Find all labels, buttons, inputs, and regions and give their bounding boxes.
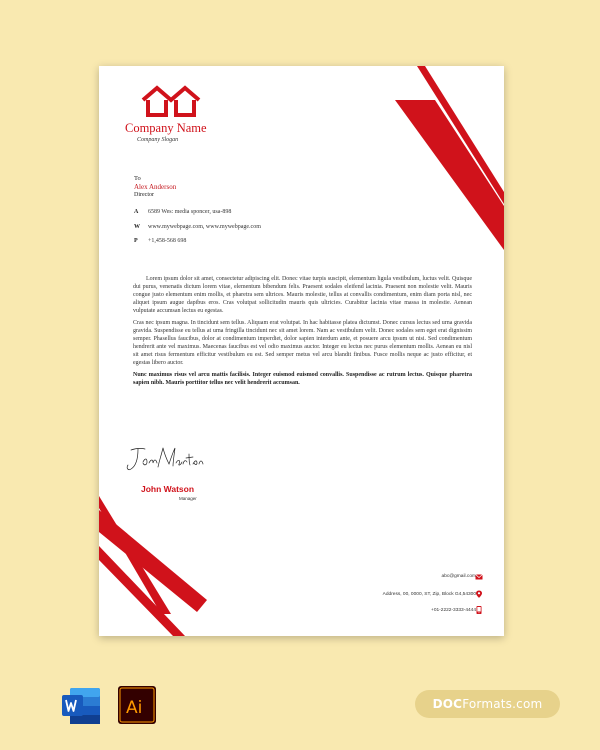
footer-address: Address, 00, 0000, ST, Zip, Block G4,54300 (382, 592, 476, 597)
word-app-icon[interactable] (60, 686, 102, 726)
email-icon (475, 573, 483, 581)
handwritten-signature (123, 444, 205, 474)
body-paragraph-2: Cras nec ipsum magna. In tincidunt sem tellus. Aliquam erat volutpat. In hac habitasse platea dictumst. Donec cursus lectus sed urna gravida gravida. Suspendisse eu tellus at urna fringilla tincidunt nec sit amet lorem. Nam ac vestibulum velit. Donec sodales sem eget erat dignissim semper. Phasellus faucibus, dolor at condimentum imperdiet, dolor sapien interdum ante, et posuere arcu ipsum ut nisi. Sed condimentum hendrerit ante vel maximus. Maecenas faucibus est vel odio maximus auctor. Integer eu lectus nec purus elementum mollis. Aenean eu nisl sit amet risus fermentum efficitur vestibulum eu est. Sed semper metus vel arcu blandit finibus. Fusce mollis neque ac justo efficitur, et egestas libero auctor. (133, 320, 472, 366)
contact-address-value: 6589 Wes: media sponcer, usa-898 (148, 209, 232, 215)
contact-web-row (134, 224, 261, 230)
house-logo-icon (140, 84, 202, 118)
svg-text:Ai: Ai (126, 698, 143, 718)
letterhead-page (99, 66, 504, 636)
contact-phone-value: +1,458-568 698 (148, 238, 187, 244)
phone-icon (475, 606, 483, 614)
contact-web-label: W (134, 224, 140, 230)
brand-formats: Formats.com (462, 697, 543, 711)
location-pin-icon (475, 590, 483, 598)
footer-phone: +01-2222-3333-4444 (431, 608, 476, 613)
contact-address-row (134, 209, 231, 215)
company-name: Company Name (125, 121, 207, 135)
contact-address-label: A (134, 209, 139, 215)
to-label: To (134, 175, 141, 182)
body-paragraph-3: Nunc maximus risus vel arcu mattis facilisis. Integer euismod euismod convallis. Suspendisse ac rutrum lectus. Quisque pharetra sapien nibh. Mauris porttitor tellus nec velit hendrerit accumsan. (133, 372, 472, 386)
contact-phone-label: P (134, 238, 138, 244)
recipient-name: Alex Anderson (134, 183, 177, 191)
illustrator-app-icon[interactable] (118, 686, 158, 726)
contact-web-value: www.mywebpage.com, www.mywebpage.com (148, 224, 261, 230)
brand-doc: DOC (432, 697, 463, 711)
letter-body (133, 275, 472, 391)
footer-email: abc@gmail.com (441, 574, 476, 579)
contact-phone-row (134, 238, 186, 244)
signer-title: Manager (179, 496, 197, 501)
body-paragraph-1: Lorem ipsum dolor sit amet, consectetur adipiscing elit. Donec vitae turpis suscipit, elementum ligula vestibulum, luctus velit. Quisque dui purus, venenatis dictum lorem vitae, elementum bibendum felis. Praesent sodales eleifend lacinia. Praesent non molestie velit. Mauris congue justo elementum enim mollis, et pharetra sem ultrices. Mauris molestie, tellus at convallis condimentum, enim diam porta nisl, nec aliquet ipsum augue dapibus eros. Cras volutpat sollicitudin mauris quis ultricies. Curabitur lacinia vitae massa in molestie. Aenean vulputate accumsan lectus eu egestas. (133, 276, 472, 314)
recipient-title: Director (134, 192, 154, 198)
docformats-badge[interactable] (415, 690, 560, 718)
company-slogan: Company Slogan (137, 137, 179, 143)
signer-name: John Watson (141, 484, 195, 494)
